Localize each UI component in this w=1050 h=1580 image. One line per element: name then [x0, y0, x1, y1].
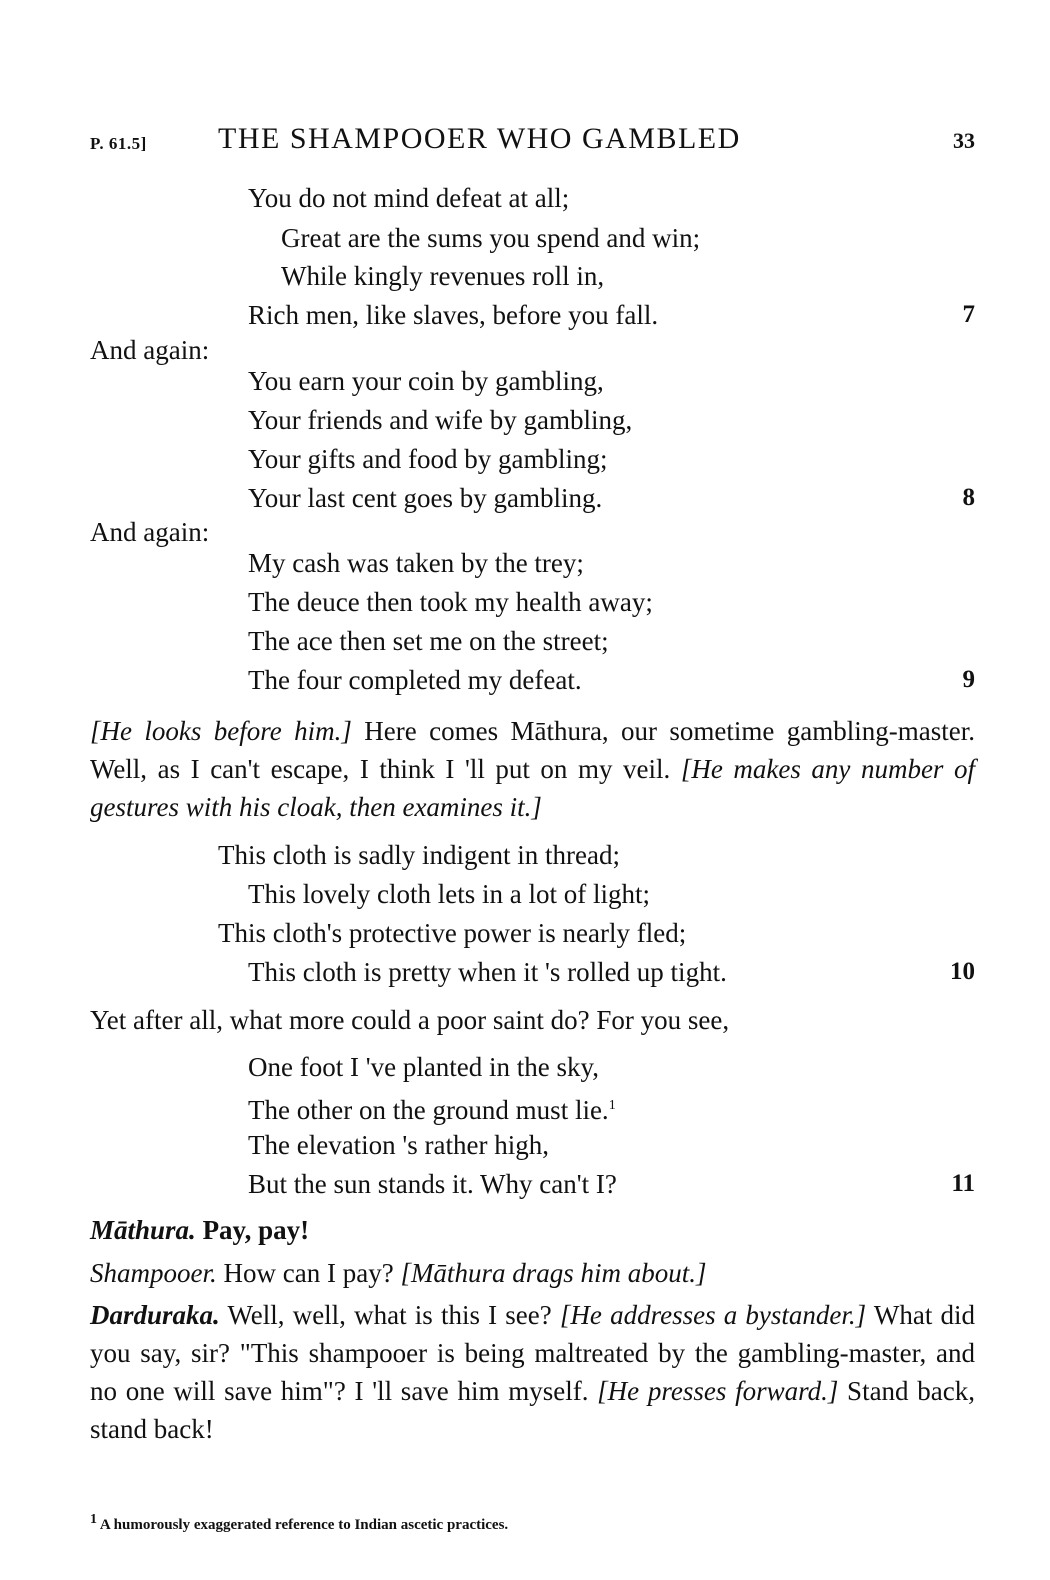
section-label: And again:	[90, 335, 210, 365]
running-header	[0, 122, 1050, 162]
dialogue-line	[90, 1256, 706, 1290]
verse-line: Great are the sums you spend and win;	[281, 223, 701, 253]
verse-line: You do not mind defeat at all;	[248, 183, 570, 213]
verse-line: Rich men, like slaves, before you fall.	[248, 300, 659, 330]
stage-direction: [He makes any number of gestures with his cloak, then examines it.]	[90, 754, 975, 822]
verse-line: This cloth is sadly indigent in thread;	[218, 840, 620, 870]
speaker-name: Shampooer.	[90, 1258, 217, 1288]
verse-line: This lovely cloth lets in a lot of light;	[248, 879, 650, 909]
verse-number: 10	[950, 958, 975, 985]
verse-line: The elevation 's rather high,	[248, 1130, 550, 1160]
verse-line: This cloth is pretty when it 's rolled up tight.	[248, 957, 727, 987]
verse-number: 11	[951, 1170, 975, 1197]
page-reference: P. 61.5]	[90, 134, 147, 153]
stage-direction: [He looks before him.]	[90, 716, 352, 746]
prose-line: Yet after all, what more could a poor saint do? For you see,	[90, 1005, 730, 1035]
prose-text: Here comes Māthura, our sometime gambling-master. Well, as I can't escape, I think I 'll put on my veil.	[90, 716, 975, 784]
prose-paragraph	[90, 712, 975, 826]
speaker-name: Darduraka.	[90, 1300, 220, 1330]
speaker-name: Māthura.	[90, 1215, 196, 1245]
verse-line: But the sun stands it. Why can't I?	[248, 1169, 617, 1199]
dialogue-paragraph	[90, 1296, 975, 1448]
footnote-mark: 1	[90, 1512, 97, 1527]
verse-line: The deuce then took my health away;	[248, 587, 653, 617]
verse-number: 8	[962, 484, 975, 511]
page-title: THE SHAMPOOER WHO GAMBLED	[218, 122, 741, 155]
verse-number: 9	[962, 666, 975, 693]
verse-line: The four completed my defeat.	[248, 665, 582, 695]
stage-direction: [Māthura drags him about.]	[400, 1258, 707, 1288]
verse-line: While kingly revenues roll in,	[281, 261, 605, 291]
dialogue-text: Pay, pay!	[195, 1215, 310, 1245]
verse-line: Your gifts and food by gambling;	[248, 444, 608, 474]
verse-line: Your last cent goes by gambling.	[248, 483, 603, 513]
verse-number: 7	[962, 301, 975, 328]
verse-line	[248, 1089, 616, 1127]
stage-direction: [He presses forward.]	[597, 1376, 839, 1406]
footnote-mark: 1	[608, 1098, 616, 1113]
dialogue-text: Well, well, what is this I see?	[219, 1300, 560, 1330]
dialogue-text: What did you say, sir? "This shampooer is being maltreated by the gambling-master, and no one will save him"? I 'll save him myself.	[90, 1300, 975, 1406]
dialogue-text: Stand back, stand back!	[90, 1376, 975, 1444]
verse-line: The ace then set me on the street;	[248, 626, 609, 656]
verse-line: My cash was taken by the trey;	[248, 548, 584, 578]
verse-line: You earn your coin by gambling,	[248, 366, 604, 396]
footnote-text: A humorously exaggerated reference to Indian ascetic practices.	[97, 1517, 509, 1533]
section-label: And again:	[90, 517, 210, 547]
verse-line: This cloth's protective power is nearly fled;	[218, 918, 687, 948]
verse-line: One foot I 've planted in the sky,	[248, 1052, 600, 1082]
footnote	[90, 1512, 508, 1534]
page-number: 33	[953, 128, 975, 153]
dialogue-text: How can I pay?	[216, 1258, 401, 1288]
verse-line: Your friends and wife by gambling,	[248, 405, 633, 435]
dialogue-line	[90, 1213, 309, 1247]
stage-direction: [He addresses a bystander.]	[559, 1300, 867, 1330]
verse-line-text: The other on the ground must lie.	[248, 1095, 609, 1125]
